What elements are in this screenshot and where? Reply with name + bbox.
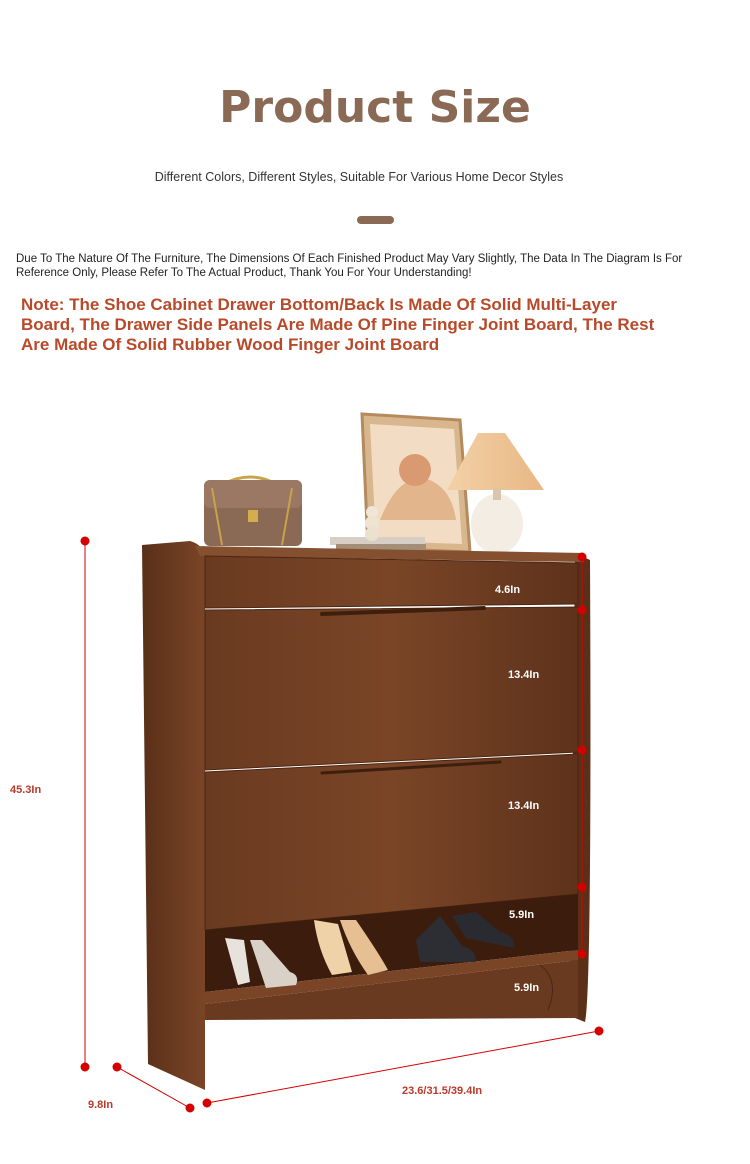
total-height-label: 45.3In — [10, 784, 42, 796]
open-shelf-height-label: 5.9In — [509, 909, 535, 921]
page-subtitle: Different Colors, Different Styles, Suitable For Various Home Decor Styles — [154, 170, 564, 184]
disclaimer-text: Due To The Nature Of The Furniture, The Dimensions Of Each Finished Product May Vary Slightly, The Data In The Diagram Is For Reference Only, Please Refer To The Actual Product, Thank You For Your Understanding! — [16, 253, 683, 279]
upper-flap-height-label: 13.4In — [508, 669, 540, 681]
page-title: Product Size — [219, 82, 531, 133]
depth-label: 9.8In — [88, 1099, 114, 1111]
handbag — [204, 477, 302, 546]
width-label: 23.6/31.5/39.4In — [402, 1085, 483, 1097]
material-note: Note: The Shoe Cabinet Drawer Bottom/Back Is Made Of Solid Multi-Layer Board, The Drawer Side Panels Are Made Of Pine Finger Joint Board, The Rest Are Made Of Solid Rubber Wood Finger Joint Board — [21, 295, 655, 354]
shoe-cabinet — [142, 541, 590, 1090]
top-drawer-height-label: 4.6In — [495, 584, 521, 596]
lower-flap-height-label: 13.4In — [508, 800, 540, 812]
base-height-label: 5.9In — [514, 982, 540, 994]
